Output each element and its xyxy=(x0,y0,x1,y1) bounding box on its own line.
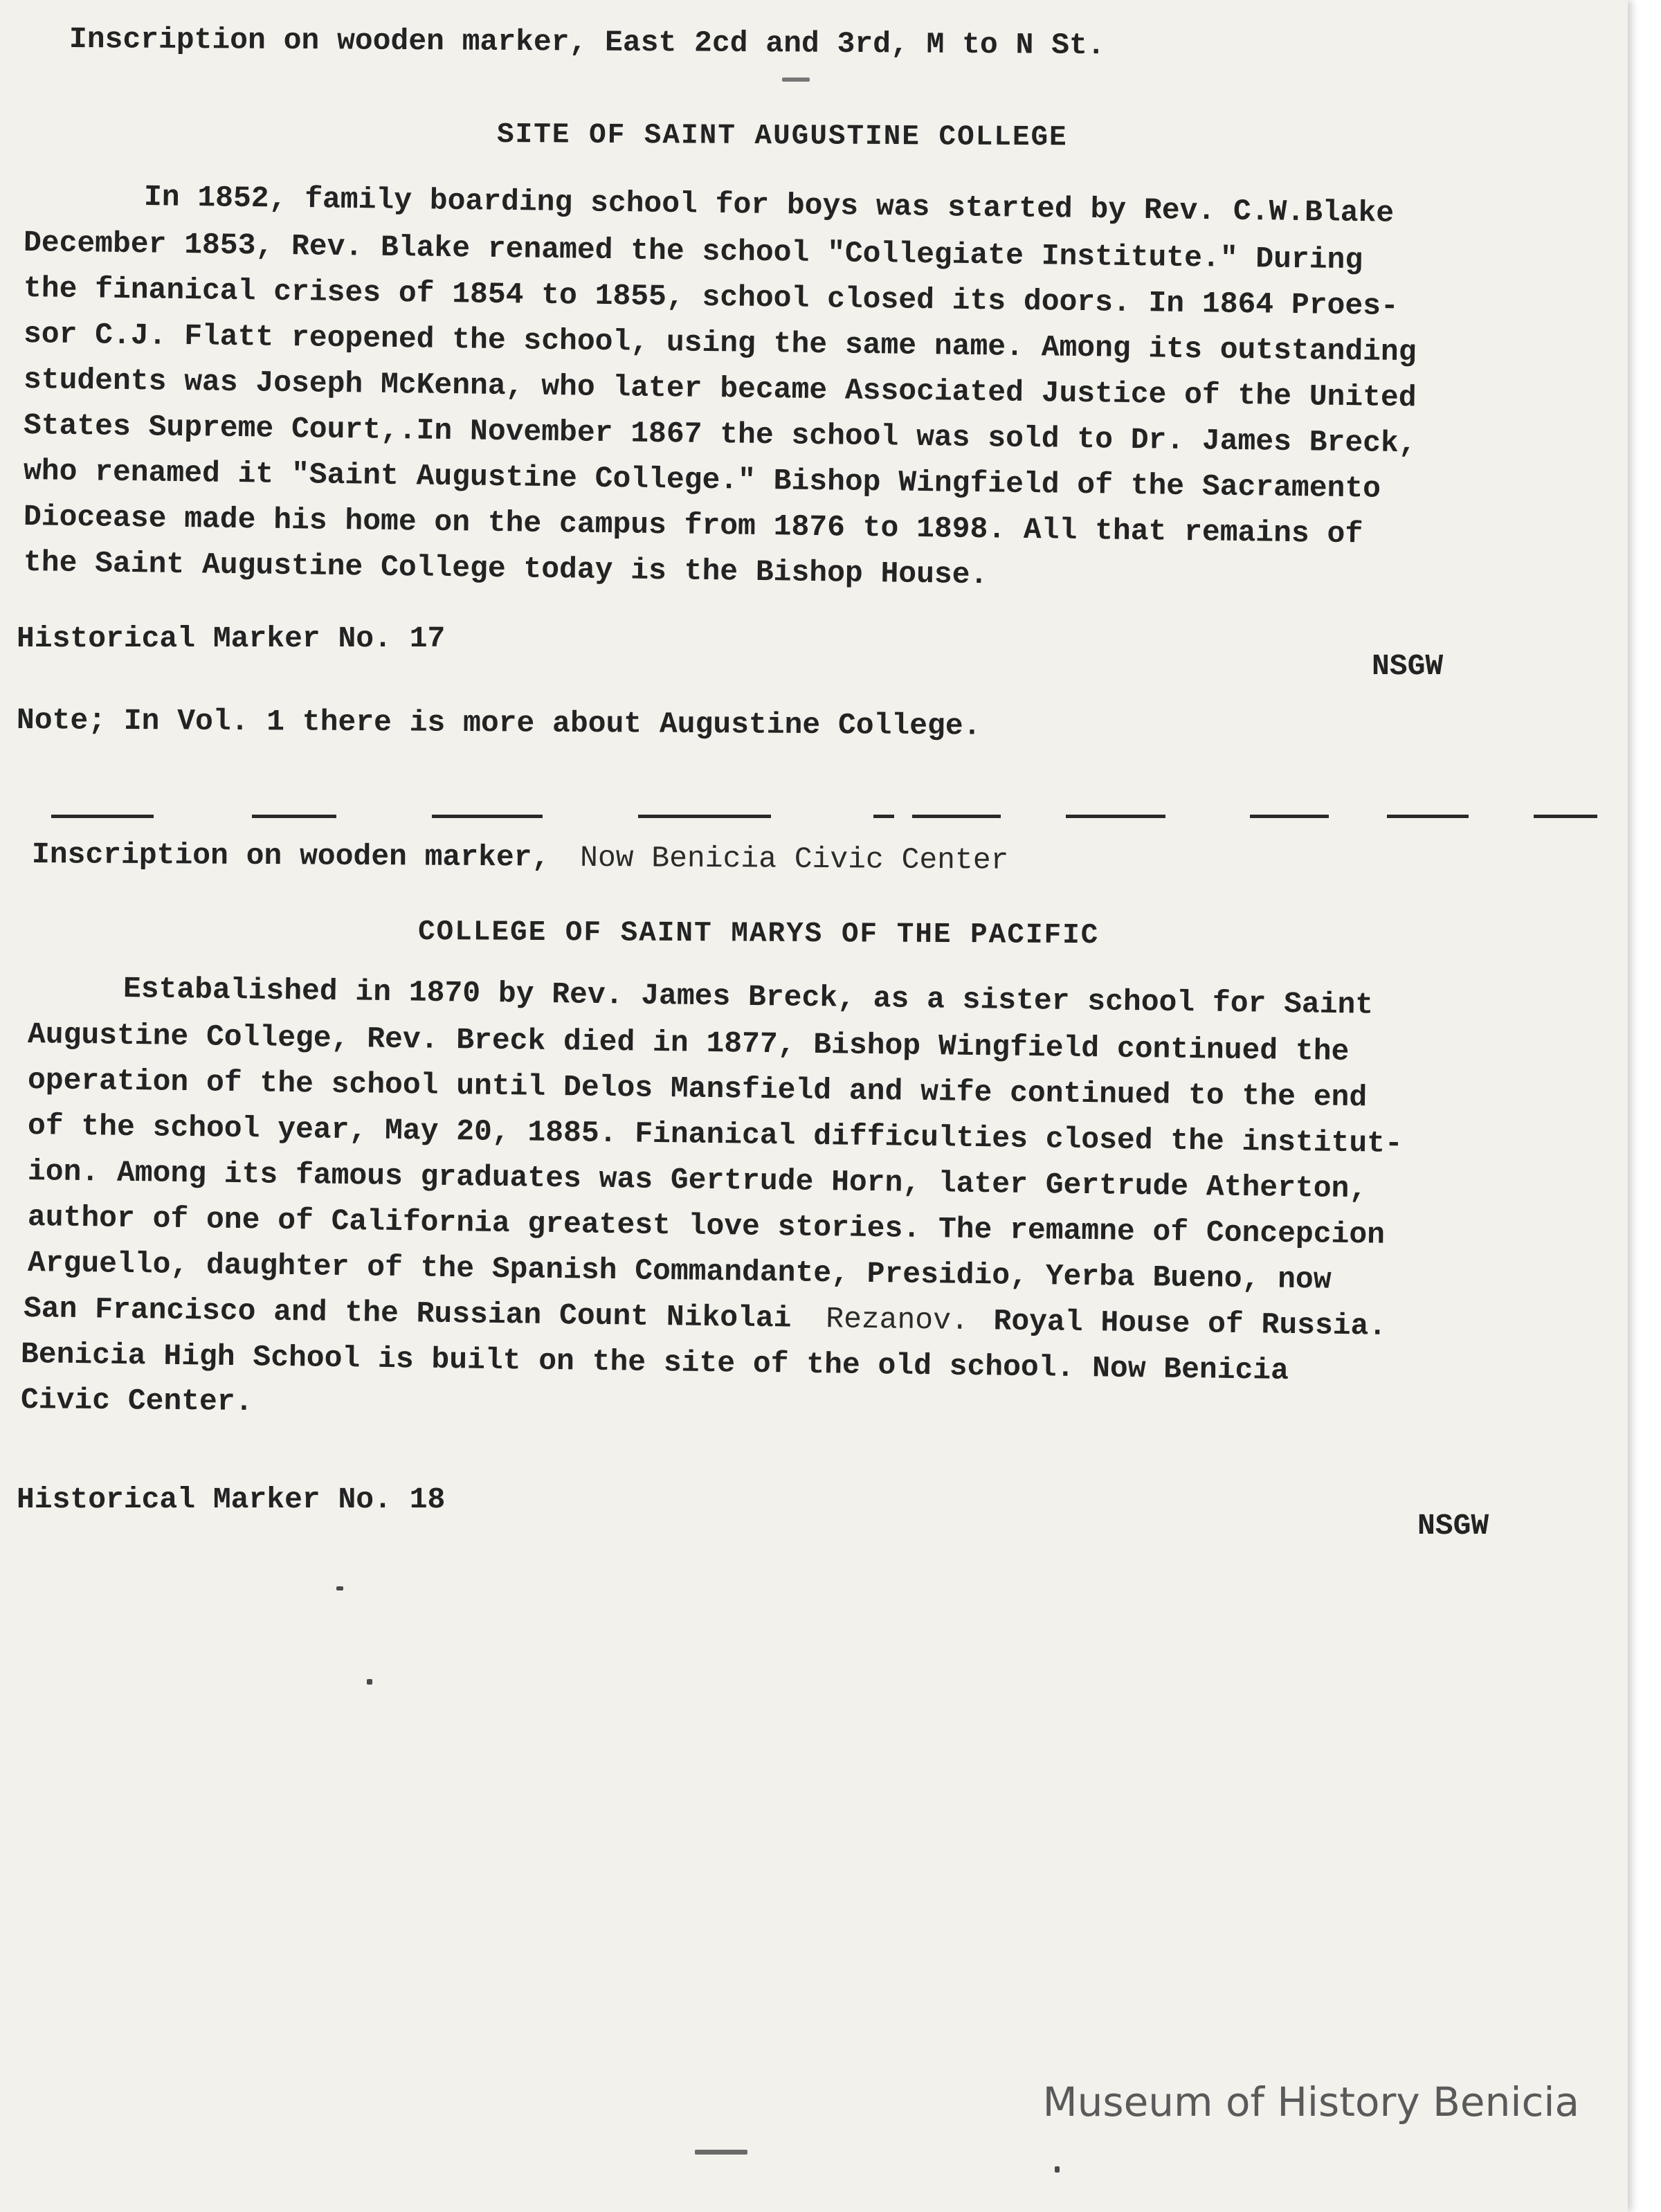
section2-paragraph-line: ion. Among its famous graduates was Gertrude Horn, later Gertrude Atherton, xyxy=(27,1154,1368,1206)
section1-paragraph-line: the Saint Augustine College today is the Bishop House. xyxy=(23,545,988,592)
section1-paragraph-line: December 1853, Rev. Blake renamed the school "Collegiate Institute." During xyxy=(23,226,1363,278)
section2-marker-number: Historical Marker No. 18 xyxy=(17,1483,446,1516)
scan-speck xyxy=(782,78,810,82)
scan-speck xyxy=(695,2150,747,2155)
separator-dash xyxy=(912,815,1001,818)
section1-note: Note; In Vol. 1 there is more about Augustine College. xyxy=(16,703,981,743)
section1-paragraph-line: the finanical crises of 1854 to 1855, school closed its doors. In 1864 Proes- xyxy=(23,271,1399,324)
separator-dash xyxy=(51,815,154,818)
section2-paragraph-line: Civic Center. xyxy=(20,1383,253,1419)
section2-location-line xyxy=(32,837,1009,878)
separator-dash xyxy=(432,815,543,818)
section2-location-prefix: Inscription on wooden marker, xyxy=(31,837,550,875)
section1-paragraph-line: States Supreme Court,.In November 1867 the school was sold to Dr. James Breck, xyxy=(23,408,1417,461)
section1-marker-number: Historical Marker No. 17 xyxy=(17,622,446,655)
section1-paragraph-line: students was Joseph McKenna, who later became Associated Justice of the United xyxy=(23,363,1417,415)
section2-line8-rest: Royal House of Russia. xyxy=(993,1304,1387,1343)
section2-location-added: Now Benicia Civic Center xyxy=(579,840,1009,878)
scan-speck xyxy=(1055,2166,1060,2173)
section2-paragraph-line: operation of the school until Delos Mansfield and wife continued to the end xyxy=(27,1063,1368,1115)
separator-dash xyxy=(873,815,894,818)
separator-dash xyxy=(638,815,771,818)
separator-dash xyxy=(1387,815,1469,818)
section2-signature: NSGW xyxy=(1417,1509,1489,1543)
section2-paragraph-line: author of one of California greatest love stories. The remamne of Concepcion xyxy=(27,1200,1386,1252)
section1-signature: NSGW xyxy=(1372,649,1444,683)
separator-dash xyxy=(1066,815,1165,818)
separator-dash xyxy=(252,815,336,818)
section2-paragraph-line: of the school year, May 20, 1885. Finanical difficulties closed the institut- xyxy=(27,1109,1404,1161)
section1-paragraph-line: who renamed it "Saint Augustine College." Bishop Wingfield of the Sacramento xyxy=(23,454,1381,506)
section1-heading: SITE OF SAINT AUGUSTINE COLLEGE xyxy=(496,119,1068,154)
section2-paragraph-line xyxy=(24,1291,1387,1343)
section2-paragraph-line: Augustine College, Rev. Breck died in 1877, Bishop Wingfield continued the xyxy=(27,1017,1350,1069)
section2-paragraph-line: Arguello, daughter of the Spanish Commandante, Presidio, Yerba Bueno, now xyxy=(27,1246,1332,1297)
section2-heading: COLLEGE OF SAINT MARYS OF THE PACIFIC xyxy=(417,916,1100,952)
section1-location-line: Inscription on wooden marker, East 2cd and 3rd, M to N St. xyxy=(69,22,1105,63)
section2-line8-added: Rezanov. xyxy=(825,1302,970,1338)
separator-dash xyxy=(1534,815,1597,818)
separator-dash xyxy=(1250,815,1329,818)
museum-watermark: Museum of History Benicia xyxy=(1042,2078,1579,2125)
scan-speck xyxy=(367,1679,372,1685)
scan-speck xyxy=(336,1586,343,1590)
section2-line8-start: San Francisco and the Russian Count Nikolai xyxy=(23,1291,792,1336)
section1-paragraph-line: sor C.J. Flatt reopened the school, using the same name. Among its outstanding xyxy=(23,317,1417,370)
section1-paragraph-line: Diocease made his home on the campus from 1876 to 1898. All that remains of xyxy=(23,500,1363,552)
section2-paragraph-line: Benicia High School is built on the site of the old school. Now Benicia xyxy=(20,1337,1289,1388)
section1-paragraph-line: In 1852, family boarding school for boys was started by Rev. C.W.Blake xyxy=(143,180,1395,230)
section2-paragraph-line: Estabalished in 1870 by Rev. James Breck, as a sister school for Saint xyxy=(122,972,1374,1022)
